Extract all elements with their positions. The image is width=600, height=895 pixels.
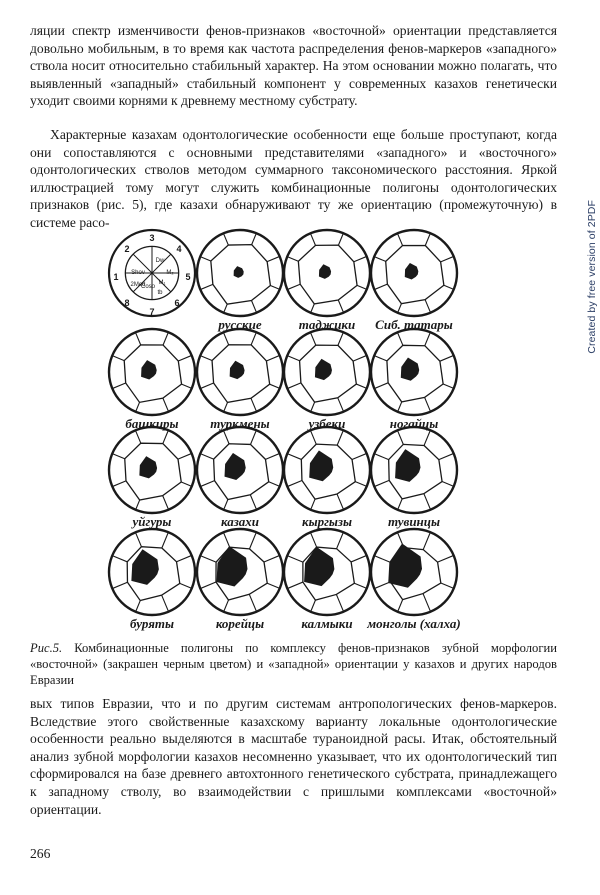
diagram-spoke <box>374 257 385 262</box>
diagram-spoke <box>439 453 454 459</box>
diagram-label: Сиб. татары <box>375 317 453 332</box>
diagram-spoke <box>267 583 280 588</box>
diagram-spoke <box>398 499 402 510</box>
diagram-spoke <box>178 355 191 361</box>
diagram-spoke <box>163 496 169 510</box>
diagram-spoke <box>224 600 229 612</box>
polygon-diagram <box>371 230 457 332</box>
diagram-spoke <box>112 356 124 361</box>
eastern-polygon <box>405 263 418 279</box>
diagram-spoke <box>398 402 402 412</box>
diagram-spoke <box>135 430 140 443</box>
key-label: M₂ <box>166 270 174 276</box>
diagram-spoke <box>178 453 192 459</box>
key-diagram <box>109 230 195 317</box>
diagram-label: ногайцы <box>389 416 439 431</box>
polygon-diagram <box>366 529 461 631</box>
diagram-spoke <box>163 430 168 443</box>
polygon-diagram <box>197 329 283 431</box>
diagram-spoke <box>374 383 388 389</box>
diagram-spoke <box>337 532 344 548</box>
diagram-spoke <box>265 453 279 459</box>
eastern-polygon <box>217 547 247 586</box>
diagram-spoke <box>338 233 343 245</box>
eastern-polygon <box>401 358 419 380</box>
diagram-spoke <box>374 284 387 289</box>
diagram-spoke <box>112 481 126 487</box>
diagram-label: кыргызы <box>301 514 353 529</box>
diagram-spoke <box>177 555 192 561</box>
key-label: tb <box>157 290 163 296</box>
key-label: 2Med <box>130 282 146 288</box>
eastern-polygon <box>395 450 420 482</box>
eastern-polygon <box>140 457 157 478</box>
diagram-spoke <box>438 555 454 562</box>
key-label: Cosp <box>140 284 156 290</box>
diagram-spoke <box>440 355 454 361</box>
key-sector-number: 3 <box>149 233 155 243</box>
diagram-spoke <box>200 284 213 289</box>
diagram-spoke <box>181 482 192 486</box>
diagram-spoke <box>374 356 387 361</box>
diagram-spoke <box>357 285 367 289</box>
diagram-spoke <box>442 482 454 487</box>
diagram-spoke <box>398 600 403 612</box>
diagram-spoke <box>441 583 454 588</box>
diagram-spoke <box>425 397 431 411</box>
polygon-diagram <box>109 427 195 529</box>
diagram-spoke <box>200 481 214 487</box>
page-number: 266 <box>30 846 51 861</box>
polygon-diagram <box>284 427 370 529</box>
diagram-spoke <box>224 304 228 313</box>
diagram-spoke <box>135 532 141 546</box>
key-label: M₁ <box>158 280 166 286</box>
eastern-polygon <box>225 454 245 480</box>
polygon-diagram <box>109 529 195 631</box>
polygon-diagram <box>197 230 283 332</box>
diagram-spoke <box>136 402 140 411</box>
diagram-spoke <box>200 356 212 361</box>
diagram-spoke <box>200 582 216 589</box>
diagram-spoke <box>267 256 280 261</box>
diagram-spoke <box>200 556 216 563</box>
diagram-spoke <box>397 332 402 345</box>
diagram-label: башкиры <box>125 416 179 431</box>
diagram-spoke <box>352 453 367 459</box>
key-sector-number: 4 <box>176 244 182 254</box>
diagram-spoke <box>353 355 367 361</box>
figure-number: Рис.5. <box>30 641 63 655</box>
polygon-diagram <box>284 329 370 431</box>
diagram-spoke <box>200 257 211 261</box>
eastern-polygon <box>315 359 331 379</box>
diagram-spoke <box>223 332 228 344</box>
diagram-label: таджики <box>298 317 356 332</box>
diagram-spoke <box>311 600 316 612</box>
polygon-diagram <box>284 529 370 631</box>
diagram-spoke <box>251 430 257 444</box>
diagram-spoke <box>112 454 125 459</box>
diagram-spoke <box>251 332 256 345</box>
diagram-spoke <box>336 594 343 611</box>
eastern-polygon <box>305 547 334 585</box>
polygon-diagram <box>371 427 457 529</box>
polygon-diagram <box>197 529 283 631</box>
diagram-spoke <box>224 500 228 510</box>
watermark-sidebar: Created by free version of 2PDF <box>586 200 598 354</box>
diagram-spoke <box>162 532 168 548</box>
diagram-spoke <box>223 430 229 443</box>
diagram-spoke <box>311 499 315 510</box>
diagram-spoke <box>251 398 257 411</box>
eastern-polygon <box>234 267 243 278</box>
diagram-spoke <box>287 556 303 562</box>
diagram-spoke <box>270 285 279 289</box>
diagram-spoke <box>338 398 344 412</box>
diagram-spoke <box>249 594 256 611</box>
polygon-diagram <box>284 230 370 332</box>
diagram-spoke <box>310 332 315 345</box>
diagram-spoke <box>424 494 431 510</box>
eastern-polygon <box>319 265 330 279</box>
diagram-label: русские <box>218 317 262 332</box>
diagram-spoke <box>356 384 366 388</box>
polygon-diagram <box>109 329 195 431</box>
diagram-spoke <box>136 500 140 510</box>
diagram-spoke <box>351 555 367 561</box>
diagram-spoke <box>250 495 256 510</box>
key-sector-number: 2 <box>124 244 130 254</box>
diagram-spoke <box>112 556 127 562</box>
diagram-spoke <box>287 454 301 460</box>
diagram-spoke <box>287 356 299 361</box>
diagram-label: монголы (халха) <box>367 616 461 631</box>
diagram-spoke <box>180 583 192 588</box>
diagram-spoke <box>223 233 228 245</box>
diagram-spoke <box>337 430 343 445</box>
diagram-spoke <box>310 532 316 547</box>
diagram-spoke <box>287 582 303 588</box>
diagram-label: буряты <box>129 616 175 631</box>
diagram-spoke <box>397 430 403 444</box>
key-label: Shov <box>131 270 145 276</box>
eastern-polygon <box>310 451 333 481</box>
diagram-spoke <box>354 583 366 588</box>
diagram-spoke <box>441 256 454 261</box>
diagram-spoke <box>374 454 388 460</box>
diagram-spoke <box>310 430 316 444</box>
diagram-spoke <box>354 256 367 261</box>
diagram-spoke <box>112 383 125 389</box>
polygon-diagram <box>371 329 457 431</box>
diagram-spoke <box>287 257 298 262</box>
diagram-spoke <box>136 601 141 612</box>
diagram-spoke <box>374 556 391 563</box>
diagram-spoke <box>223 532 229 547</box>
diagram-spoke <box>269 482 280 487</box>
eastern-polygon <box>389 544 422 587</box>
diagram-label: туркмены <box>210 416 270 431</box>
diagram-label: казахи <box>220 514 260 529</box>
diagram-spoke <box>163 332 168 345</box>
diagram-spoke <box>135 332 140 345</box>
diagram-spoke <box>264 555 280 562</box>
diagram-label: уйгуры <box>132 514 172 529</box>
diagram-spoke <box>287 284 300 289</box>
diagram-spoke <box>374 582 390 589</box>
diagram-spoke <box>311 304 315 313</box>
diagram-spoke <box>310 233 315 245</box>
diagram-spoke <box>374 480 389 486</box>
diagram-label: корейцы <box>215 616 265 631</box>
diagram-label: узбеки <box>308 416 346 431</box>
diagram-spoke <box>425 332 431 345</box>
eastern-polygon <box>132 550 159 585</box>
diagram-spoke <box>200 454 213 460</box>
diagram-spoke <box>112 582 127 588</box>
body-paragraph-3: вых типов Евразии, что и по другим системам антропологических фенов-маркеров. Вследствие этого свойственные казахскому варианту локальные одонтологические особенности реально выделяются в масштабе туранoидной расы. Итак, обстоятельный анализ зубной морфологии казахов несомненно указывает, что их одонтологический тип сформировался на базе древнего автохтонного генетического субстрата, принадлежащего к западному стволу, во взаимодействии с пришлыми комплексами «восточной» ориентации. <box>30 696 557 817</box>
figure-caption-text: Комбинационные полигоны по комплексу фенов-признаков зубной морфологии «восточной» (закрашен черным цветом) и «западной» ориентации у казахов и других народов Евразии <box>30 641 557 687</box>
eastern-polygon <box>141 361 156 379</box>
diagram-label: тувинцы <box>387 514 441 529</box>
key-sector-number: 8 <box>124 298 130 308</box>
diagram-spoke <box>398 304 402 313</box>
diagram-spoke <box>425 300 430 313</box>
diagram-spoke <box>287 480 302 486</box>
diagram-spoke <box>397 233 402 245</box>
diagram-spoke <box>250 532 257 549</box>
diagram-spoke <box>182 384 192 388</box>
diagram-spoke <box>311 402 315 412</box>
polygon-diagram <box>197 427 283 529</box>
diagram-spoke <box>252 233 257 244</box>
diagram-spoke <box>425 233 430 245</box>
diagram-spoke <box>200 383 213 389</box>
diagram-spoke <box>163 398 169 412</box>
key-sector-number: 5 <box>185 272 191 282</box>
figure-caption <box>30 640 557 688</box>
diagram-spoke <box>251 301 256 313</box>
diagram-spoke <box>444 285 454 289</box>
diagram-spoke <box>423 594 431 612</box>
key-label: Dw <box>155 258 165 264</box>
key-sector-number: 6 <box>174 298 180 308</box>
eastern-polygon <box>230 361 244 378</box>
diagram-spoke <box>337 494 344 510</box>
diagram-spoke <box>424 430 430 445</box>
key-sector-number: 1 <box>113 272 119 282</box>
diagram-label: калмыки <box>301 616 353 631</box>
diagram-spoke <box>287 383 301 389</box>
diagram-spoke <box>355 482 366 487</box>
key-sector-number: 7 <box>149 307 155 317</box>
diagram-spoke <box>162 595 169 612</box>
diagram-spoke <box>443 384 454 388</box>
diagram-spoke <box>270 384 280 388</box>
diagram-spoke <box>423 532 430 549</box>
body-paragraph-2: Характерные казахам одонтологические особенности еще больше проступают, когда они сопоставляются с основными представителями «западного» и «восточного» одонтологических стволов методом суммарного таксономического расстояния. Яркой иллюстрацией тому могут служить комбинационные полигоны одонтологических признаков (рис. 5), где казахи обнаруживают ту же ориентацию (промежуточную) в системе расо- <box>30 127 557 230</box>
diagram-spoke <box>338 332 343 345</box>
diagram-spoke <box>224 402 228 411</box>
diagram-spoke <box>338 300 343 313</box>
body-paragraph-1: ляции спектр изменчивости фенов-признаков «восточной» ориентации представляется довольно мобильным, в то время как частота распределения фенов-маркеров «западного» ствола носит относительно стабильный характер. На этом основании можно полагать, что выявленный «западный» стабильный компонент у современных казахов генетически уходит своими корнями к древнему местному субстрату. <box>30 23 557 109</box>
diagram-spoke <box>266 355 279 361</box>
